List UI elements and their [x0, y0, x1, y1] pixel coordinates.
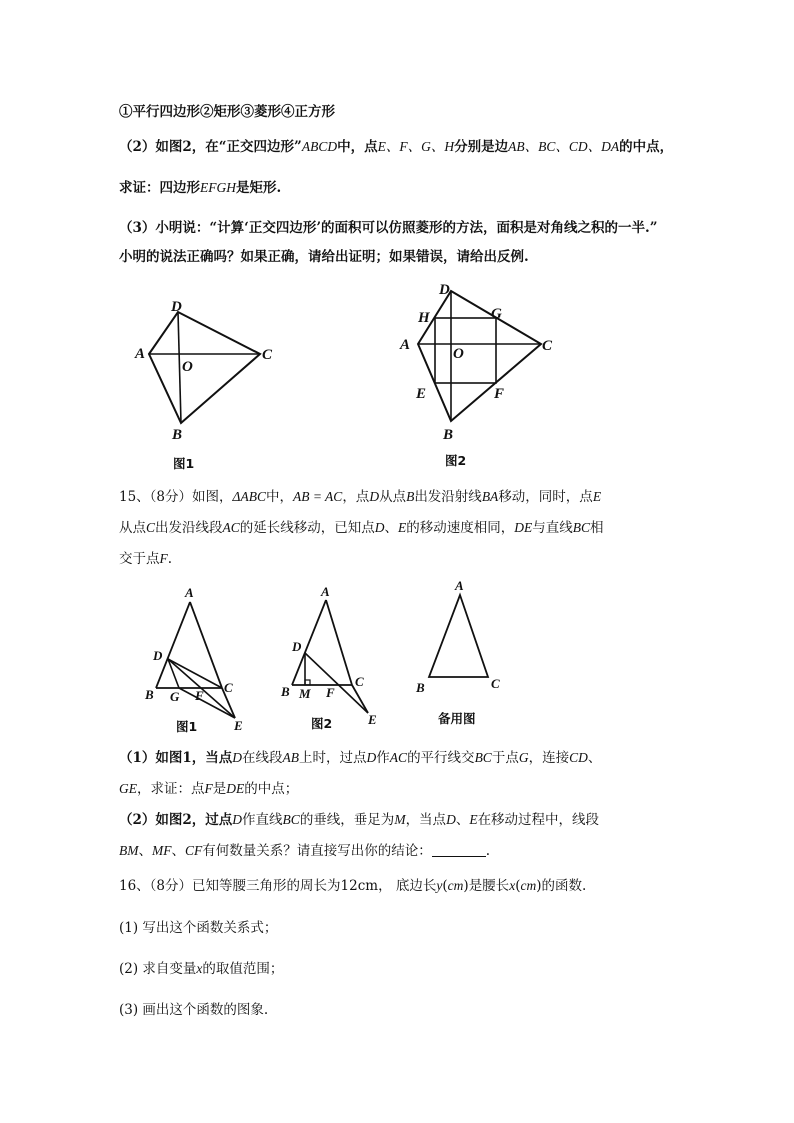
- q15-f2-side-ac: [326, 600, 352, 685]
- q15-line2: 从点C出发沿线段AC的延长线移动，已知点D、E的移动速度相同，DE与直线BC相: [119, 520, 604, 536]
- q15-f3-label-a: A: [455, 578, 464, 593]
- q16-part1: (1) 写出这个函数关系式；: [119, 920, 278, 936]
- q14-f2-label-c: C: [542, 338, 553, 354]
- q14-f2-label-d: D: [439, 282, 450, 298]
- q14-part3-line1: （3）小明说：“计算‘正交四边形’的面积可以仿照菱形的方法，面积是对角线之积的一半.”: [119, 220, 658, 236]
- q14-part3-line2: 小明的说法正确吗？如果正确，请给出证明；如果错误，请给出反例.: [119, 249, 529, 265]
- answer-blank[interactable]: [432, 842, 486, 857]
- q15-f2-label-f: F: [326, 685, 335, 700]
- q14-f1-quadrilateral: [149, 312, 260, 423]
- q15-part2-line1: （2）如图2，过点D作直线BC的垂线，垂足为M，当点D、E在移动过程中，线段: [119, 812, 600, 828]
- q14-f2-quadrilateral: [418, 291, 541, 421]
- q15-f1-caption: 图1: [176, 719, 198, 734]
- q15-figure-1: [140, 585, 260, 735]
- q14-f2-caption: 图2: [445, 453, 467, 468]
- q14-f2-label-e: E: [416, 386, 427, 402]
- q15-f1-label-c: C: [224, 680, 233, 695]
- q14-figure-2: [395, 282, 570, 477]
- q15-f2-label-b: B: [281, 684, 290, 699]
- q15-f3-label-b: B: [416, 680, 425, 695]
- q15-f1-label-e: E: [234, 718, 243, 733]
- q15-f3-caption: 备用图: [438, 711, 476, 726]
- q14-options: ①平行四边形②矩形③菱形④正方形: [119, 104, 335, 120]
- q15-f1-label-a: A: [185, 585, 194, 600]
- q16-line1: 16、（8分）已知等腰三角形的周长为12cm， 底边长y(cm)是腰长x(cm)的函数.: [119, 878, 587, 894]
- q15-figure-spare: [410, 575, 520, 730]
- q14-f1-label-b: B: [172, 427, 183, 443]
- q14-f2-rectangle-efgh: [435, 318, 496, 383]
- q15-part1-line1: （1）如图1，当点D在线段AB上时，过点D作AC的平行线交BC于点G，连接CD、: [119, 750, 602, 766]
- q15-f2-label-m: M: [299, 686, 311, 701]
- q14-f2-label-h: H: [418, 310, 430, 326]
- q15-f3-triangle: [429, 595, 488, 677]
- q15-part1-line2: GE，求证：点F是DE的中点；: [119, 781, 299, 797]
- q14-f1-diagonal-bd: [178, 312, 181, 423]
- q15-line1: 15、（8分）如图，ΔABC中，AB = AC，点D从点B出发沿射线BA移动，同时，点E: [119, 489, 602, 505]
- q15-f2-caption: 图2: [311, 716, 333, 731]
- q15-figure-2: [278, 580, 388, 735]
- q15-f3-label-c: C: [491, 676, 500, 691]
- q15-f1-label-b: B: [145, 687, 154, 702]
- q16-part2: (2) 求自变量x的取值范围；: [119, 961, 284, 977]
- q15-line3: 交于点F.: [119, 551, 173, 567]
- q15-f2-label-e: E: [368, 712, 377, 727]
- q14-f1-label-d: D: [171, 299, 182, 315]
- q15-f1-label-f: F: [195, 688, 204, 703]
- q14-f2-label-f: F: [494, 386, 505, 402]
- q14-f1-label-c: C: [262, 347, 273, 363]
- q14-f1-label-a: A: [135, 346, 146, 362]
- q14-figure-1: [130, 292, 290, 477]
- q15-f1-label-d: D: [153, 648, 163, 663]
- q14-part2-line2: 求证：四边形EFGH是矩形.: [119, 180, 282, 196]
- q14-f2-label-g: G: [491, 306, 502, 322]
- q15-f1-side-ac: [190, 602, 222, 688]
- q14-f2-label-a: A: [400, 337, 411, 353]
- q15-f2-label-d: D: [292, 639, 302, 654]
- q16-part3: (3) 画出这个函数的图象.: [119, 1002, 269, 1018]
- q15-f1-label-g: G: [170, 689, 180, 704]
- q15-part2-line2: BM、MF、CF有何数量关系？请直接写出你的结论： .: [119, 843, 491, 859]
- q15-f2-label-a: A: [321, 584, 330, 599]
- q14-f1-caption: 图1: [173, 456, 195, 471]
- q14-part2-line1: （2）如图2，在“正交四边形”ABCD中，点E、F、G、H分别是边AB、BC、CD、DA的中点，: [119, 139, 674, 155]
- q15-f2-label-c: C: [355, 674, 364, 689]
- q14-f2-label-b: B: [443, 427, 454, 443]
- q14-f1-label-o: O: [182, 359, 193, 375]
- q15-f1-side-ab: [156, 602, 190, 688]
- q14-f2-label-o: O: [453, 346, 464, 362]
